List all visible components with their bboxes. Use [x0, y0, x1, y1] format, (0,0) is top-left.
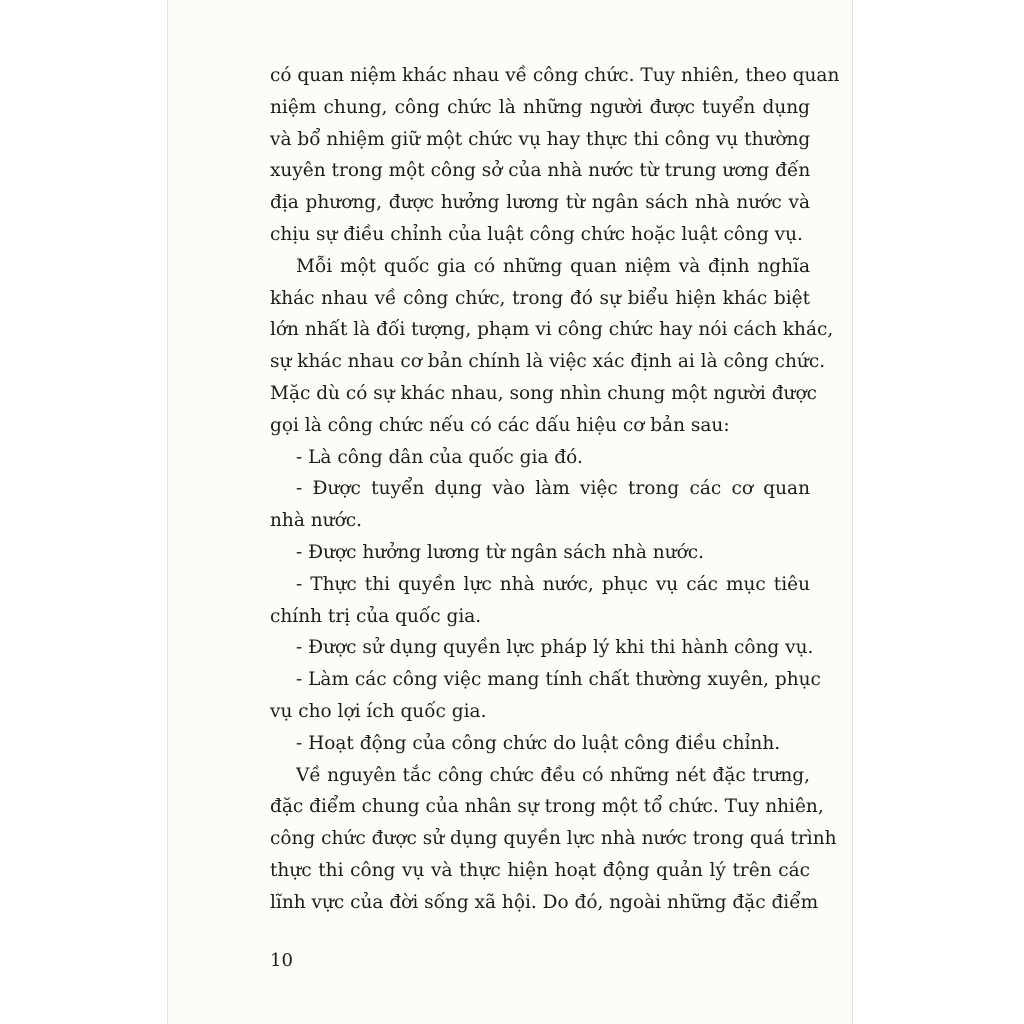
text-line: công chức được sử dụng quyền lực nhà nước trong quá trình [270, 828, 837, 850]
text-line: Về nguyên tắc công chức đều có những nét đặc trưng, [296, 764, 810, 786]
text-line: - Thực thi quyền lực nhà nước, phục vụ các mục tiêu [296, 573, 810, 595]
text-line: đặc điểm chung của nhân sự trong một tổ chức. Tuy nhiên, [270, 796, 824, 818]
text-line: gọi là công chức nếu có các dấu hiệu cơ bản sau: [270, 414, 730, 436]
text-line: sự khác nhau cơ bản chính là việc xác định ai là công chức. [270, 351, 826, 373]
text-line: lớn nhất là đối tượng, phạm vi công chức hay nói cách khác, [270, 319, 834, 341]
text-line: địa phương, được hưởng lương từ ngân sách nhà nước và [270, 192, 810, 214]
text-line: - Được hưởng lương từ ngân sách nhà nước. [296, 541, 705, 563]
text-line: - Được sử dụng quyền lực pháp lý khi thi hành công vụ. [296, 637, 814, 659]
text-line: và bổ nhiệm giữ một chức vụ hay thực thi công vụ thường [270, 128, 811, 150]
text-line: niệm chung, công chức là những người được tuyển dụng [270, 96, 810, 118]
text-line: khác nhau về công chức, trong đó sự biểu hiện khác biệt [270, 287, 810, 309]
text-line: xuyên trong một công sở của nhà nước từ trung ương đến [270, 160, 811, 182]
body-text [270, 60, 840, 919]
text-line: chính trị của quốc gia. [270, 605, 482, 627]
text-line: - Hoạt động của công chức do luật công điều chỉnh. [296, 732, 781, 754]
text-line: thực thi công vụ và thực hiện hoạt động quản lý trên các [270, 859, 810, 881]
book-page [167, 0, 853, 1024]
text-line: Mỗi một quốc gia có những quan niệm và định nghĩa [296, 255, 810, 277]
text-line: nhà nước. [270, 510, 362, 532]
text-line: có quan niệm khác nhau về công chức. Tuy nhiên, theo quan [270, 65, 840, 86]
text-line: - Làm các công việc mang tính chất thường xuyên, phục [296, 669, 821, 691]
text-line: - Là công dân của quốc gia đó. [296, 446, 583, 468]
text-line: vụ cho lợi ích quốc gia. [270, 700, 487, 722]
text-line: - Được tuyển dụng vào làm việc trong các cơ quan [296, 478, 810, 500]
text-line: Mặc dù có sự khác nhau, song nhìn chung một người được [270, 382, 817, 404]
text-line: lĩnh vực của đời sống xã hội. Do đó, ngoài những đặc điểm [270, 891, 819, 913]
page-number: 10 [270, 950, 293, 971]
text-line: chịu sự điều chỉnh của luật công chức hoặc luật công vụ. [270, 223, 803, 245]
